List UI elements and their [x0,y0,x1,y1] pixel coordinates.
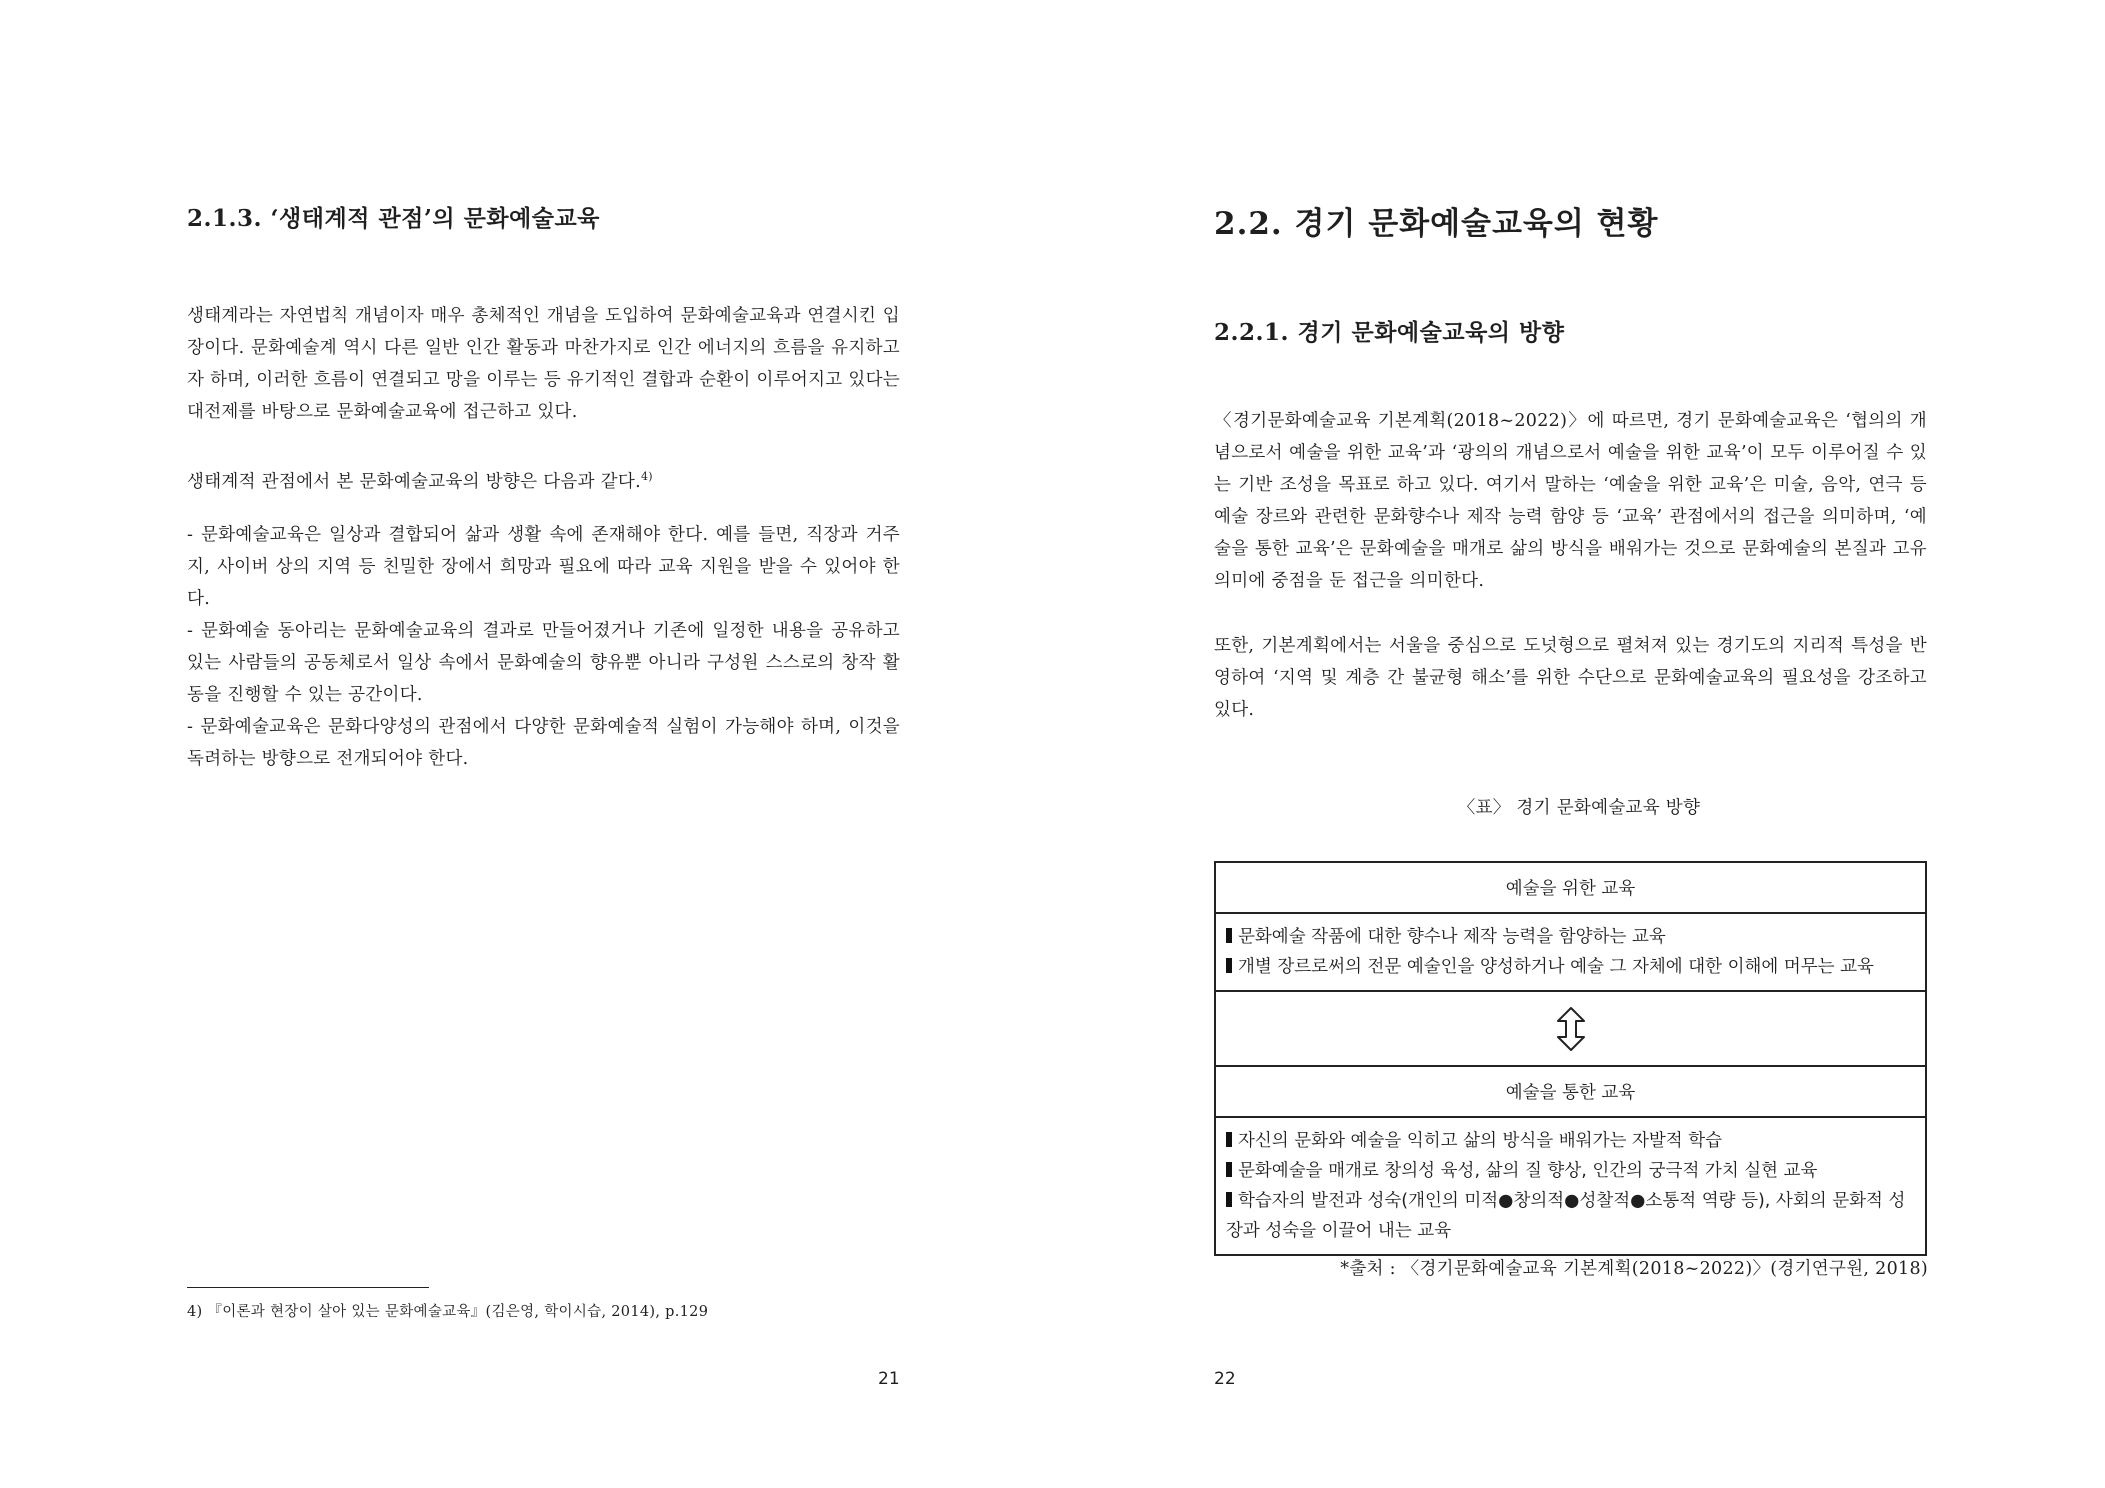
table-header-arts-education: 예술을 위한 교육 [1216,863,1925,914]
section-heading-2-2-1: 2.2.1. 경기 문화예술교육의 방향 [1214,319,1565,346]
page-number-right: 22 [1214,1369,1236,1389]
footnote-reference: 4) [640,470,653,483]
list-item: - 문화예술교육은 일상과 결합되어 삶과 생활 속에 존재해야 한다. 예를 들면, 직장과 거주지, 사이버 상의 지역 등 친밀한 장에서 희망과 필요에 따라 교육 지원을 받을 수 있어야 한다. [187,525,900,609]
table-arrow-row [1216,992,1925,1067]
list-item-text: 자신의 문화와 예술을 익히고 삶의 방식을 배워가는 자발적 학습 [1238,1131,1723,1151]
section-heading-2-1-3: 2.1.3. ‘생태계적 관점’의 문화예술교육 [187,205,600,232]
list-item [1226,1126,1915,1156]
bullet-icon [1226,1132,1232,1147]
up-down-arrow-icon [1553,1005,1589,1053]
footnote-divider [187,1287,429,1288]
list-item [1226,1186,1915,1246]
list-item: - 문화예술 동아리는 문화예술교육의 결과로 만들어졌거나 기존에 일정한 내용을 공유하고 있는 사람들의 공동체로서 일상 속에서 문화예술의 향유뿐 아니라 구성원 스스로의 창작 활동을 진행할 수 있는 공간이다. [187,621,900,705]
list-item: - 문화예술교육은 문화다양성의 관점에서 다양한 문화예술적 실험이 가능해야 하며, 이것을 독려하는 방향으로 전개되어야 한다. [187,717,900,769]
list-item [1226,1156,1915,1186]
direction-lead-text: 생태계적 관점에서 본 문화예술교육의 방향은 다음과 같다. [187,471,641,492]
list-item-text: 문화예술 작품에 대한 향수나 제작 능력을 함양하는 교육 [1238,927,1666,947]
paragraph-2: 또한, 기본계획에서는 서울을 중심으로 도넛형으로 펼쳐져 있는 경기도의 지리적 특성을 반영하여 ‘지역 및 계층 간 불균형 해소’를 위한 수단으로 문화예술교육의 필요성을 강조하고 있다. [1214,636,1927,720]
table-section-2-body [1216,1118,1925,1254]
table-section-1-body [1216,914,1925,992]
list-item [1226,952,1915,982]
bullet-icon [1226,928,1232,943]
list-item-text: 개별 장르로써의 전문 예술인을 양성하거나 예술 그 자체에 대한 이해에 머무는 교육 [1238,957,1874,977]
direction-lead-paragraph [187,461,900,498]
table-source: *출처 : 〈경기문화예술교육 기본계획(2018~2022)〉(경기연구원, 2018) [1340,1259,1928,1279]
table-caption: 〈표〉 경기 문화예술교육 방향 [1457,798,1701,818]
list-item-text: 문화예술을 매개로 창의성 육성, 삶의 질 향상, 인간의 궁극적 가치 실현 교육 [1238,1161,1818,1181]
chapter-title: 2.2. 경기 문화예술교육의 현황 [1214,206,1659,242]
list-item-text: 학습자의 발전과 성숙(개인의 미적●창의적●성찰적●소통적 역량 등), 사회의 문화적 성장과 성숙을 이끌어 내는 교육 [1226,1191,1906,1241]
paragraph-1: 〈경기문화예술교육 기본계획(2018~2022)〉에 따르면, 경기 문화예술교육은 ‘협의의 개념으로서 예술을 위한 교육’과 ‘광의의 개념으로서 예술을 위한 교육’이 모두 이루어질 수 있는 기반 조성을 목표로 하고 있다. 여기서 말하는 ‘예술을 위한 교육’은 미술, 음악, 연극 등 예술 장르와 관련한 문화향수나 제작 능력 함양 등 ‘교육’ 관점에서의 접근을 의미하며, ‘예술을 통한 교육’은 문화예술을 매개로 삶의 방식을 배워가는 것으로 문화예술의 본질과 고유 의미에 중점을 둔 접근을 의미한다. [1214,411,1927,591]
bullet-icon [1226,1162,1232,1177]
direction-table [1214,861,1927,1256]
bullet-icon [1226,958,1232,973]
direction-bullet-list [187,519,900,775]
bullet-icon [1226,1192,1232,1207]
page-number-left: 21 [878,1369,900,1389]
footnote: 4) 『이론과 현장이 살아 있는 문화예술교육』(김은영, 학이시습, 2014), p.129 [187,1304,709,1320]
list-item [1226,922,1915,952]
table-header-education-through-arts: 예술을 통한 교육 [1216,1067,1925,1118]
intro-paragraph: 생태계라는 자연법칙 개념이자 매우 총체적인 개념을 도입하여 문화예술교육과 연결시킨 입장이다. 문화예술계 역시 다른 일반 인간 활동과 마찬가지로 인간 에너지의 흐름을 유지하고자 하며, 이러한 흐름이 연결되고 망을 이루는 등 유기적인 결합과 순환이 이루어지고 있다는 대전제를 바탕으로 문화예술교육에 접근하고 있다. [187,306,900,422]
